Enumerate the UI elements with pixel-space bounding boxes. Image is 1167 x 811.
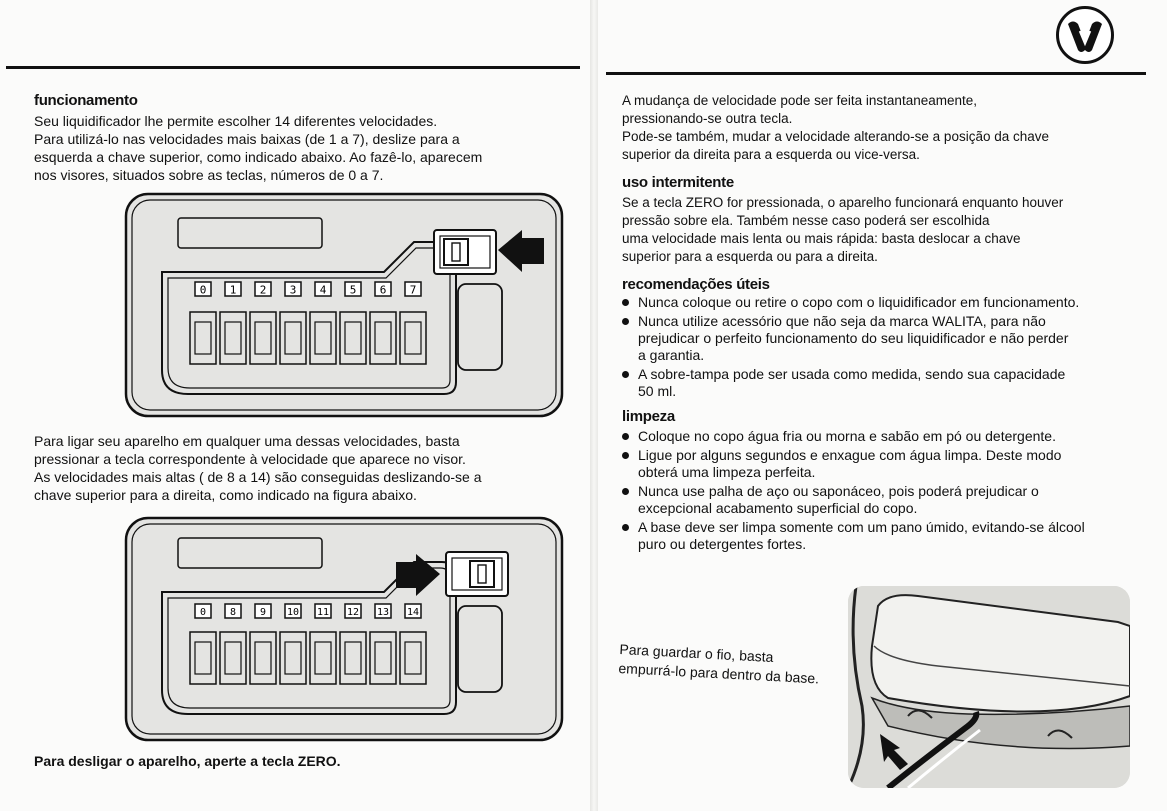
speed-number: 14 (406, 607, 420, 618)
speed-number: 1 (229, 283, 237, 297)
bullet-icon (622, 371, 629, 378)
speed-number: 6 (379, 283, 387, 297)
list-item: Nunca coloque ou retire o copo com o liquidificador em funcionamento. (622, 294, 1102, 311)
speed-number: 0 (199, 283, 207, 297)
list-item: A base deve ser limpa somente com um pano úmido, evitando-se álcool puro ou detergentes fortes. (622, 519, 1102, 553)
speed-number: 9 (259, 607, 267, 618)
speed-number: 12 (346, 607, 360, 618)
control-panel-low-speeds (124, 192, 564, 418)
bullet-icon (622, 524, 629, 531)
right-intro-text: A mudança de velocidade pode ser feita instantaneamente, pressionando-se outra tecla. Pode-se também, mudar a velocidade alterando-se a posição da chave superior da direita para a esquerda ou vice-versa. (622, 93, 1050, 162)
list-item: Nunca utilize acessório que não seja da marca WALITA, para não prejudicar o perfeito funcionamento do seu liquidificador e não perder a garantia. (622, 313, 1102, 364)
top-rule-right (606, 72, 1146, 75)
intro-text: Seu liquidificador lhe permite escolher 14 diferentes velocidades. Para utilizá-lo nas velocidades mais baixas (de 1 a 7), deslize para a esquerda a chave superior, como indicado abaixo. Ao fazê-lo, aparecem nos visores, situados sobre as teclas, números de 0 a 7. (34, 113, 483, 183)
switch-off-text: Para desligar o aparelho, aperte a tecla ZERO. (34, 753, 341, 769)
speed-number: 5 (349, 283, 357, 297)
speed-number: 11 (316, 607, 330, 618)
bullet-icon (622, 488, 629, 495)
speed-number: 13 (376, 607, 390, 618)
bullet-icon (622, 433, 629, 440)
middle-text: Para ligar seu aparelho em qualquer uma dessas velocidades, basta pressionar a tecla correspondente à velocidade que aparece no visor. As velocidades mais altas ( de 8 a 14) são conseguidas deslizando-se a chave superior para a direita, como indicado na figura abaixo. (34, 433, 482, 503)
speed-number: 3 (289, 283, 297, 297)
section-title-funcionamento: funcionamento (34, 92, 138, 109)
bullet-icon (622, 452, 629, 459)
list-item: Coloque no copo água fria ou morna e sabão em pó ou detergente. (622, 428, 1102, 445)
control-panel-high-speeds (124, 516, 564, 742)
recomendacoes-list (622, 294, 1102, 402)
section-title-recomendacoes: recomendações úteis (622, 276, 770, 293)
top-rule-left (6, 66, 580, 69)
cord-storage-note: Para guardar o fio, basta empurrá-lo para dentro da base. (618, 640, 820, 687)
speed-number: 2 (259, 283, 267, 297)
list-item: Nunca use palha de aço ou saponáceo, pois poderá prejudicar o excepcional acabamento superficial do copo. (622, 483, 1102, 517)
list-item: A sobre-tampa pode ser usada como medida, sendo sua capacidade 50 ml. (622, 366, 1102, 400)
walita-logo (1056, 6, 1114, 64)
bullet-icon (622, 318, 629, 325)
bullet-icon (622, 299, 629, 306)
section-title-limpeza: limpeza (622, 408, 675, 425)
speed-number: 4 (319, 283, 327, 297)
limpeza-list (622, 428, 1102, 555)
list-item: Ligue por alguns segundos e enxague com água limpa. Deste modo obterá uma limpeza perfeita. (622, 447, 1102, 481)
speed-number: 7 (409, 283, 417, 297)
base-cord-photo (848, 586, 1130, 788)
speed-number: 8 (229, 607, 237, 618)
speed-number: 10 (286, 607, 300, 618)
speed-switch-right[interactable] (446, 552, 508, 596)
page-gutter (590, 0, 598, 811)
speed-number: 0 (199, 607, 207, 618)
speed-switch[interactable] (434, 230, 496, 274)
section-title-uso-intermitente: uso intermitente (622, 174, 734, 191)
uso-intermitente-text: Se a tecla ZERO for pressionada, o aparelho funcionará enquanto houver pressão sobre ela. Também nesse caso poderá ser escolhida uma velocidade mais lenta ou mais rápida: basta deslocar a chave superior para a esquerda ou para a direita. (622, 195, 1064, 264)
